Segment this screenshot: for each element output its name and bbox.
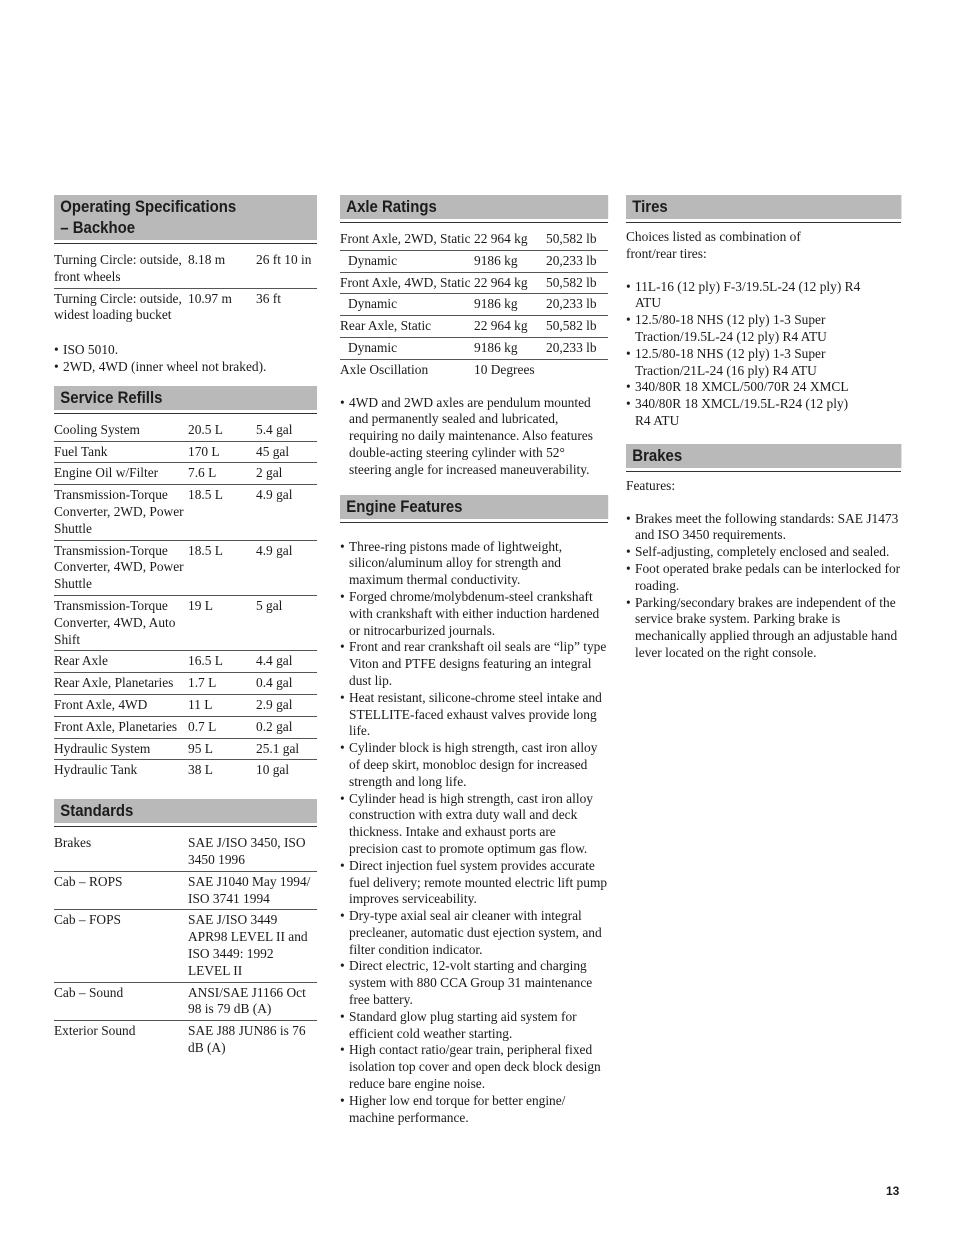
row-metric: 9186 kg — [474, 250, 546, 272]
row-imperial: 4.9 gal — [256, 540, 317, 595]
table-row — [54, 871, 317, 910]
list-item: • 12.5/80-18 NHS (12 ply) 1-3 Super Traction/19.5L-24 (12 ply) R4 ATU — [626, 312, 866, 346]
operating-specs-title-line1: Operating Specifications — [60, 197, 237, 216]
row-imperial: 0.4 gal — [256, 673, 317, 695]
axle-ratings-section — [340, 195, 608, 479]
table-row — [340, 272, 608, 294]
list-item: • Direct electric, 12-volt starting and charging system with 880 CCA Group 31 maintenance free battery. — [340, 958, 608, 1008]
axle-ratings-table — [340, 229, 608, 381]
table-row — [54, 910, 317, 982]
row-metric: 170 L — [188, 441, 256, 463]
row-metric: 20.5 L — [188, 420, 256, 441]
row-label: Hydraulic System — [54, 738, 188, 760]
row-label: Transmission-Torque Converter, 4WD, Auto Shift — [54, 595, 188, 650]
row-metric: 22 964 kg — [474, 229, 546, 250]
list-item: • Self-adjusting, completely enclosed and sealed. — [626, 544, 901, 561]
service-refills-heading: Service Refills — [54, 386, 317, 410]
axle-ratings-header-bg — [340, 195, 608, 219]
row-imperial: 2 gal — [256, 463, 317, 485]
row-imperial: 4.9 gal — [256, 485, 317, 540]
list-item: • 2WD, 4WD (inner wheel not braked). — [54, 359, 317, 376]
row-label: Front Axle, 2WD, Static — [340, 229, 474, 250]
spacer — [54, 326, 317, 342]
row-metric: 38 L — [188, 762, 213, 778]
list-item: • Dry-type axial seal air cleaner with integral precleaner, automatic dust ejection system, and filter condition indicator. — [340, 908, 608, 958]
row-imperial: 50,582 lb — [546, 272, 608, 294]
brakes-heading: Brakes — [626, 444, 901, 468]
standards-header-bg — [54, 799, 317, 823]
table-row — [54, 716, 317, 738]
row-label: Cab – ROPS — [54, 871, 188, 910]
table-row — [54, 673, 317, 695]
list-item: • 340/80R 18 XMCL/500/70R 24 XMCL — [626, 379, 866, 396]
table-row — [340, 294, 608, 316]
list-item: • Foot operated brake pedals can be interlocked for roading. — [626, 561, 901, 595]
tires-header-bg — [626, 195, 901, 219]
list-item: • Standard glow plug starting aid system for efficient cold weather starting. — [340, 1009, 608, 1043]
list-item: • Higher low end torque for better engine/ machine performance. — [340, 1093, 608, 1127]
row-value: SAE J/ISO 3450, ISO 3450 1996 — [188, 833, 317, 871]
page-number: 13 — [886, 1184, 900, 1198]
row-metric: 11 L — [188, 694, 256, 716]
row-imperial: 5 gal — [256, 595, 317, 650]
spacer — [626, 263, 901, 279]
row-label: Front Axle, 4WD, Static — [340, 272, 474, 294]
row-label: Transmission-Torque Converter, 4WD, Power Shuttle — [54, 540, 188, 595]
spacer — [626, 495, 901, 511]
row-label: Fuel Tank — [54, 441, 188, 463]
standards-header-wrap — [54, 799, 317, 827]
row-imperial: 20,233 lb — [546, 337, 608, 359]
table-row — [54, 982, 317, 1021]
row-metric: 22 964 kg — [474, 272, 546, 294]
list-item: • Three-ring pistons made of lightweight, silicon/aluminum alloy for strength and maximum thermal conductivity. — [340, 539, 608, 589]
axle-ratings-rows — [340, 229, 608, 359]
operating-specs-header-bg — [54, 195, 317, 240]
row-label: Front Axle, 4WD — [54, 694, 188, 716]
service-refills-table — [54, 420, 317, 781]
list-item: • 12.5/80-18 NHS (12 ply) 1-3 Super Traction/21L-24 (16 ply) R4 ATU — [626, 346, 866, 380]
row-label: Cab – Sound — [54, 982, 188, 1021]
brakes-intro: Features: — [626, 477, 676, 493]
table-row — [54, 760, 317, 781]
row-label: Axle Oscillation — [340, 361, 429, 377]
row-label: Turning Circle: outside, front wheels — [54, 250, 188, 288]
table-row — [54, 288, 317, 326]
row-label: Cab – FOPS — [54, 910, 188, 982]
row-imperial: 45 gal — [256, 441, 317, 463]
row-label: Front Axle, Planetaries — [54, 716, 188, 738]
list-item: • 340/80R 18 XMCL/19.5L-R24 (12 ply) R4 ATU — [626, 396, 866, 430]
row-imperial: 4.4 gal — [256, 651, 317, 673]
row-label: Dynamic — [340, 337, 474, 359]
brakes-list — [626, 511, 901, 662]
table-row — [340, 316, 608, 338]
operating-specs-title-line2: – Backhoe — [60, 218, 136, 237]
row-label: Dynamic — [340, 250, 474, 272]
list-item: • Front and rear crankshaft oil seals are “lip” type Viton and PTFE designs featuring an integral dust lip. — [340, 639, 608, 689]
table-row — [54, 738, 317, 760]
table-row — [54, 420, 317, 441]
row-label: Brakes — [54, 833, 188, 871]
service-refills-header-bg — [54, 386, 317, 410]
list-item: • Cylinder block is high strength, cast iron alloy of deep skirt, monobloc design for increased strength and long life. — [340, 740, 608, 790]
row-metric: 19 L — [188, 595, 256, 650]
list-item: • Cylinder head is high strength, cast iron alloy construction with extra duty wall and deck thickness. Intake and exhaust ports are precision cast to promote optimum gas flow. — [340, 791, 608, 858]
row-imperial: 10 gal — [256, 762, 290, 778]
engine-features-heading: Engine Features — [340, 495, 608, 519]
row-metric: 9186 kg — [474, 294, 546, 316]
spacer — [340, 381, 608, 395]
row-value: 10 Degrees — [474, 361, 535, 377]
engine-features-list — [340, 539, 608, 1127]
brakes-header-wrap — [626, 444, 901, 472]
list-item: • High contact ratio/gear train, peripheral fixed isolation top cover and open deck block design reduce bare engine noise. — [340, 1042, 608, 1092]
table-row — [54, 651, 317, 673]
brakes-section — [626, 444, 901, 662]
axle-ratings-header-wrap — [340, 195, 608, 223]
row-imperial: 36 ft — [256, 290, 281, 306]
table-row — [54, 485, 317, 540]
operating-specs-section — [54, 195, 317, 376]
row-metric: 95 L — [188, 738, 256, 760]
row-label: Turning Circle: outside, widest loading bucket — [54, 290, 182, 323]
standards-heading: Standards — [54, 799, 317, 823]
row-label: Hydraulic Tank — [54, 762, 138, 778]
row-label: Transmission-Torque Converter, 2WD, Power Shuttle — [54, 485, 188, 540]
table-row — [54, 540, 317, 595]
row-label: Rear Axle — [54, 651, 188, 673]
standards-section — [54, 799, 317, 1059]
axle-notes — [340, 395, 608, 479]
row-imperial: 5.4 gal — [256, 420, 317, 441]
service-refills-header-wrap — [54, 386, 317, 414]
row-imperial: 50,582 lb — [546, 316, 608, 338]
row-value: SAE J88 JUN86 is 76 dB (A) — [188, 1023, 306, 1055]
row-value: SAE J/ISO 3449 APR98 LEVEL II and ISO 3449: 1992 LEVEL II — [188, 910, 317, 982]
column-middle — [340, 195, 608, 1136]
row-label: Engine Oil w/Filter — [54, 463, 188, 485]
row-metric: 9186 kg — [474, 337, 546, 359]
row-imperial: 0.2 gal — [256, 716, 317, 738]
tires-intro: Choices listed as combination of front/rear tires: — [626, 229, 801, 261]
table-row — [54, 250, 317, 288]
row-value: SAE J1040 May 1994/ ISO 3741 1994 — [188, 871, 317, 910]
row-metric: 8.18 m — [188, 250, 256, 288]
row-imperial: 20,233 lb — [546, 250, 608, 272]
row-label: Rear Axle, Planetaries — [54, 673, 188, 695]
list-item: • 11L-16 (12 ply) F-3/19.5L-24 (12 ply) R4 ATU — [626, 279, 866, 313]
row-metric: 1.7 L — [188, 673, 256, 695]
row-label: Exterior Sound — [54, 1023, 136, 1039]
operating-specs-header-wrap — [54, 195, 317, 244]
tires-header-wrap — [626, 195, 901, 223]
operating-specs-table — [54, 250, 317, 326]
row-imperial: 50,582 lb — [546, 229, 608, 250]
service-refills-section — [54, 386, 317, 781]
table-row — [54, 463, 317, 485]
table-row — [340, 359, 608, 380]
row-metric: 16.5 L — [188, 651, 256, 673]
column-left — [54, 195, 317, 1069]
row-label: Rear Axle, Static — [340, 316, 474, 338]
row-imperial: 20,233 lb — [546, 294, 608, 316]
table-row — [54, 694, 317, 716]
row-label: Cooling System — [54, 420, 188, 441]
row-metric: 18.5 L — [188, 485, 256, 540]
row-value: ANSI/SAE J1166 Oct 98 is 79 dB (A) — [188, 982, 317, 1021]
list-item: • ISO 5010. — [54, 342, 317, 359]
row-imperial: 25.1 gal — [256, 738, 317, 760]
standards-rows — [54, 833, 317, 1059]
brakes-header-bg — [626, 444, 901, 468]
list-item: • Forged chrome/molybdenum-steel crankshaft with crankshaft with either induction hardened or nitrocarburized journals. — [340, 589, 608, 639]
row-metric: 0.7 L — [188, 716, 256, 738]
list-item: • 4WD and 2WD axles are pendulum mounted and permanently sealed and lubricated, requiring no daily maintenance. Also features double-acting steering cylinder with 52° steering angle for increased maneuverability. — [340, 395, 608, 479]
table-row — [54, 1021, 317, 1059]
operating-specs-heading — [54, 195, 317, 240]
engine-features-section — [340, 495, 608, 1127]
operating-notes — [54, 342, 317, 376]
standards-table — [54, 833, 317, 1059]
list-item: • Heat resistant, silicone-chrome steel intake and STELLITE-faced exhaust valves provide long life. — [340, 690, 608, 740]
spacer — [340, 529, 608, 539]
axle-ratings-heading: Axle Ratings — [340, 195, 608, 219]
table-row — [54, 833, 317, 871]
row-imperial: 26 ft 10 in — [256, 250, 317, 288]
column-right — [626, 195, 901, 672]
row-label: Dynamic — [340, 294, 474, 316]
tires-heading: Tires — [626, 195, 901, 219]
list-item: • Brakes meet the following standards: SAE J1473 and ISO 3450 requirements. — [626, 511, 901, 545]
list-item: • Direct injection fuel system provides accurate fuel delivery; remote mounted electric lift pump improves serviceability. — [340, 858, 608, 908]
table-row — [340, 229, 608, 250]
table-row — [54, 595, 317, 650]
table-row — [340, 250, 608, 272]
service-refills-rows — [54, 420, 317, 781]
table-row — [340, 337, 608, 359]
table-row — [54, 441, 317, 463]
engine-features-header-bg — [340, 495, 608, 519]
list-item: • Parking/secondary brakes are independent of the service brake system. Parking brake is mechanically applied through an adjustable hand lever located on the right console. — [626, 595, 901, 662]
row-metric: 7.6 L — [188, 463, 256, 485]
tires-list — [626, 279, 866, 430]
engine-features-header-wrap — [340, 495, 608, 523]
tires-section — [626, 195, 901, 430]
row-imperial: 2.9 gal — [256, 694, 317, 716]
row-metric: 22 964 kg — [474, 316, 546, 338]
row-metric: 18.5 L — [188, 540, 256, 595]
row-metric: 10.97 m — [188, 290, 232, 306]
